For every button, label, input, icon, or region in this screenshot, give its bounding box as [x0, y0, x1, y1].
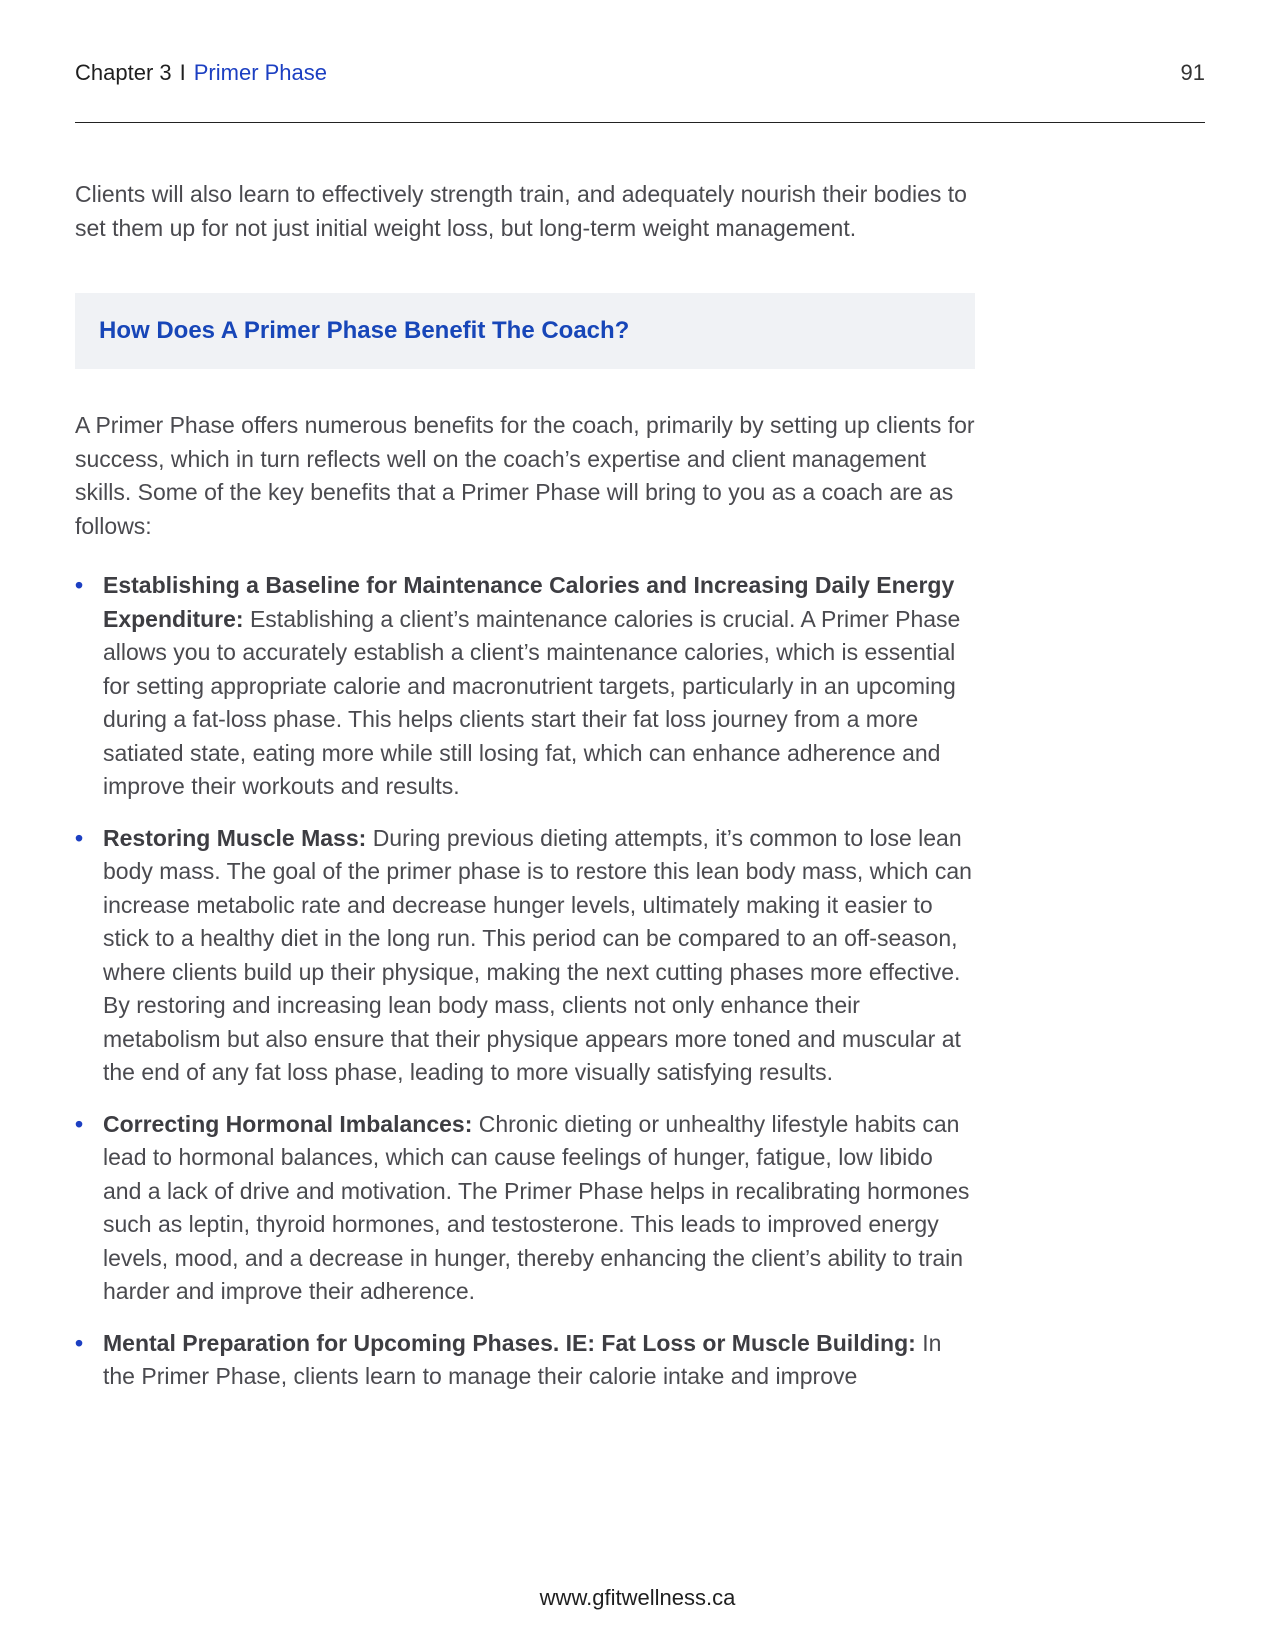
list-item [75, 569, 975, 804]
benefit-text: During previous dieting attempts, it’s common to lose lean body mass. The goal of the primer phase is to restore this lean body mass, which can increase metabolic rate and decrease hunger levels, ultimately making it easier to stick to a healthy diet in the long run. This period can be compared to an off-season, where clients build up their physique, making the next cutting phases more effective. By restoring and increasing lean body mass, clients not only enhance their metabolism but also ensure that their physique appears more toned and muscular at the end of any fat loss phase, leading to more visually satisfying results. [103, 824, 972, 1085]
benefit-term: Correcting Hormonal Imbalances: [103, 1110, 473, 1137]
benefit-term: Establishing a Baseline for Maintenance Calories and Increasing Daily Energy Expenditure: [103, 572, 955, 632]
bullet-icon: • [75, 1329, 84, 1356]
section-callout [75, 293, 975, 369]
bullet-icon: • [75, 1110, 84, 1137]
page-content [75, 178, 975, 1412]
benefit-term: Mental Preparation for Upcoming Phases. IE: Fat Loss or Muscle Building: [103, 1329, 916, 1356]
list-item [75, 1108, 975, 1309]
chapter-label: Chapter 3 [75, 60, 172, 85]
bullet-icon: • [75, 824, 84, 851]
list-item [75, 822, 975, 1090]
benefit-term: Restoring Muscle Mass: [103, 824, 367, 851]
page-header [75, 60, 1205, 92]
section-heading: How Does A Primer Phase Benefit The Coach? [99, 317, 630, 345]
header-separator: I [179, 60, 186, 85]
header-divider [75, 122, 1205, 123]
benefit-text: In the Primer Phase, clients learn to manage their calorie intake and improve [103, 1329, 942, 1389]
page-number: 91 [1180, 60, 1205, 85]
body-paragraph: A Primer Phase offers numerous benefits for the coach, primarily by setting up clients for success, which in turn reflects well on the coach’s expertise and client management skills. Some of the key benefits that a Primer Phase will bring to you as a coach are as follows: [75, 412, 975, 539]
benefits-list [75, 569, 975, 1394]
section-label: Primer Phase [193, 60, 328, 85]
benefit-text: Establishing a client’s maintenance calories is crucial. A Primer Phase allows you to accurately establish a client’s maintenance calories, which is essential for setting appropriate calorie and macronutrient targets, particularly in an upcoming during a fat-loss phase. This helps clients start their fat loss journey from a more satiated state, eating more while still losing fat, which can enhance adherence and improve their workouts and results. [103, 605, 961, 799]
intro-paragraph: Clients will also learn to effectively strength train, and adequately nourish their bodies to set them up for not just initial weight loss, but long-term weight management. [75, 181, 967, 241]
bullet-icon: • [75, 572, 84, 598]
footer-website: www.gfitwellness.ca [539, 1585, 736, 1610]
list-item [75, 1327, 975, 1394]
benefit-text: Chronic dieting or unhealthy lifestyle habits can lead to hormonal balances, which can cause feelings of hunger, fatigue, low libido and a lack of drive and motivation. The Primer Phase helps in recalibrating hormones such as leptin, thyroid hormones, and testosterone. This leads to improved energy levels, mood, and a decrease in hunger, thereby enhancing the client’s ability to train harder and improve their adherence. [103, 1110, 970, 1304]
